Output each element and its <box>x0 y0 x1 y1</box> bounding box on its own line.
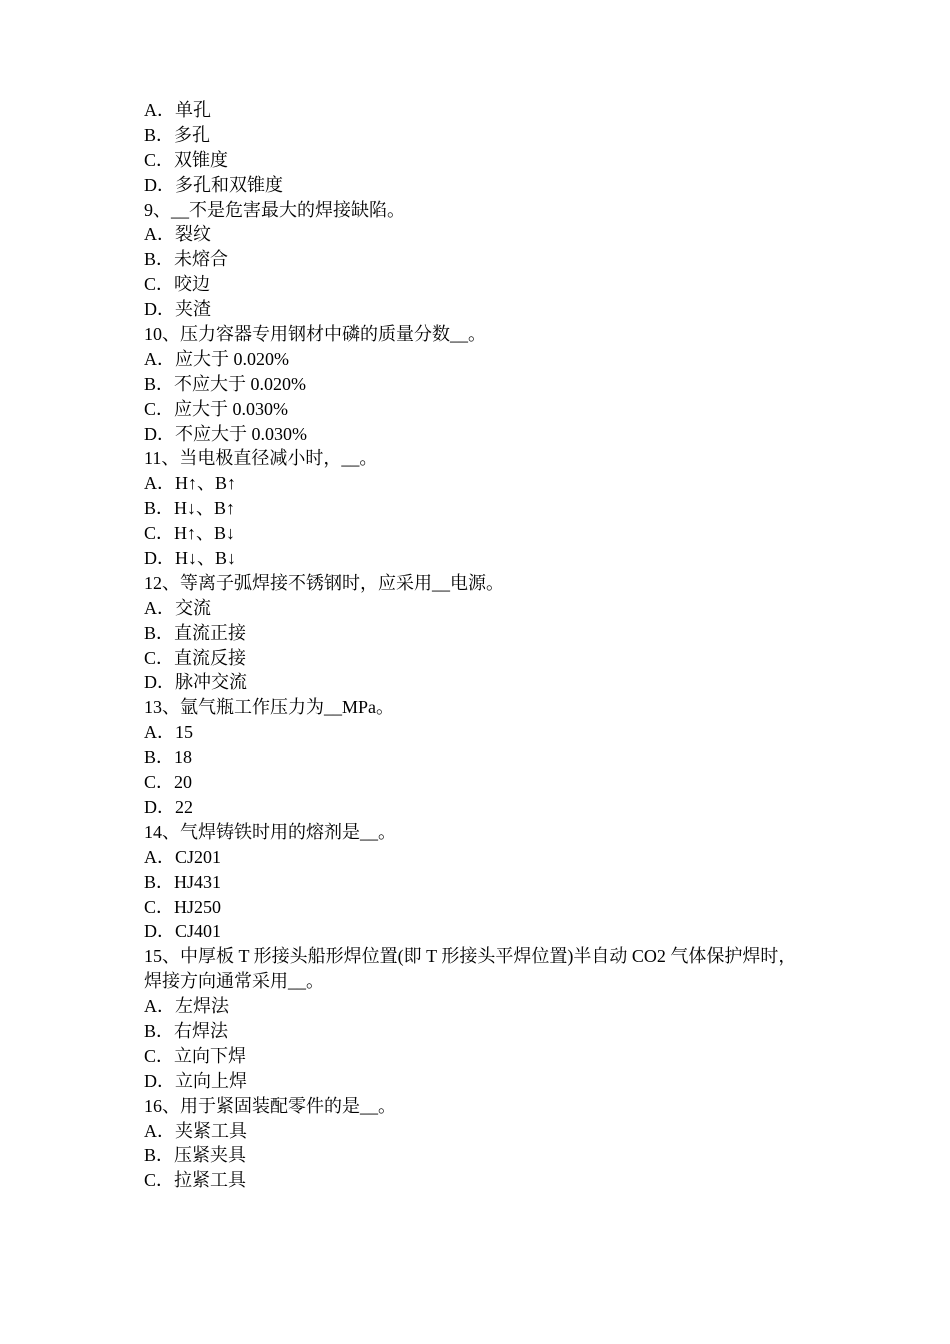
option-line: B．右焊法 <box>144 1020 229 1041</box>
question-10: 10、压力容器专用钢材中磷的质量分数__。 <box>144 324 486 345</box>
option-line: A．裂纹 <box>144 224 211 245</box>
option-line: B．HJ431 <box>144 871 222 892</box>
option-line: D．脉冲交流 <box>144 672 247 693</box>
option-line: B．直流正接 <box>144 622 247 643</box>
option-line: A．左焊法 <box>144 996 229 1017</box>
option-line: C．HJ250 <box>144 896 222 917</box>
option-line: B．不应大于 0.020% <box>144 373 306 394</box>
option-line: B．未熔合 <box>144 249 229 270</box>
option-line: A．CJ201 <box>144 846 222 867</box>
question-16: 16、用于紧固装配零件的是__。 <box>144 1095 396 1116</box>
question-11: 11、当电极直径减小时，__。 <box>144 448 378 469</box>
option-line: C．双锥度 <box>144 149 229 170</box>
option-line: B．18 <box>144 747 193 768</box>
option-line: B．多孔 <box>144 124 211 145</box>
option-line: D．H↓、B↓ <box>144 548 237 569</box>
option-line: D．CJ401 <box>144 921 222 942</box>
option-line: D．多孔和双锥度 <box>144 174 283 195</box>
question-12: 12、等离子弧焊接不锈钢时，应采用__电源。 <box>144 572 504 593</box>
option-line: D．立向上焊 <box>144 1070 247 1091</box>
option-line: A．单孔 <box>144 100 211 120</box>
question-list <box>144 98 814 1193</box>
option-line: A．夹紧工具 <box>144 1120 247 1141</box>
option-line: B．H↓、B↑ <box>144 498 236 519</box>
option-line: D．不应大于 0.030% <box>144 423 307 444</box>
option-line: C．咬边 <box>144 274 211 295</box>
option-line: A．应大于 0.020% <box>144 348 289 369</box>
option-line: D．夹渣 <box>144 299 211 320</box>
option-line: D．22 <box>144 796 193 817</box>
option-line: C．20 <box>144 772 193 793</box>
option-line: A．H↑、B↑ <box>144 473 237 494</box>
question-13: 13、氩气瓶工作压力为__MPa。 <box>144 697 395 718</box>
option-line: C．拉紧工具 <box>144 1170 247 1191</box>
option-line: A．15 <box>144 722 193 743</box>
option-line: C．立向下焊 <box>144 1045 247 1066</box>
option-line: A．交流 <box>144 597 211 618</box>
option-line: C．直流反接 <box>144 647 247 668</box>
option-line: C．H↑、B↓ <box>144 523 236 544</box>
question-15: 15、中厚板 T 形接头船形焊位置(即 T 形接头平焊位置)半自动 CO2 气体保护焊时，焊接方向通常采用__。 <box>144 946 797 992</box>
question-9: 9、__不是危害最大的焊接缺陷。 <box>144 199 405 220</box>
question-14: 14、气焊铸铁时用的熔剂是__。 <box>144 821 396 842</box>
option-line: B．压紧夹具 <box>144 1145 247 1166</box>
option-line: C．应大于 0.030% <box>144 398 288 419</box>
